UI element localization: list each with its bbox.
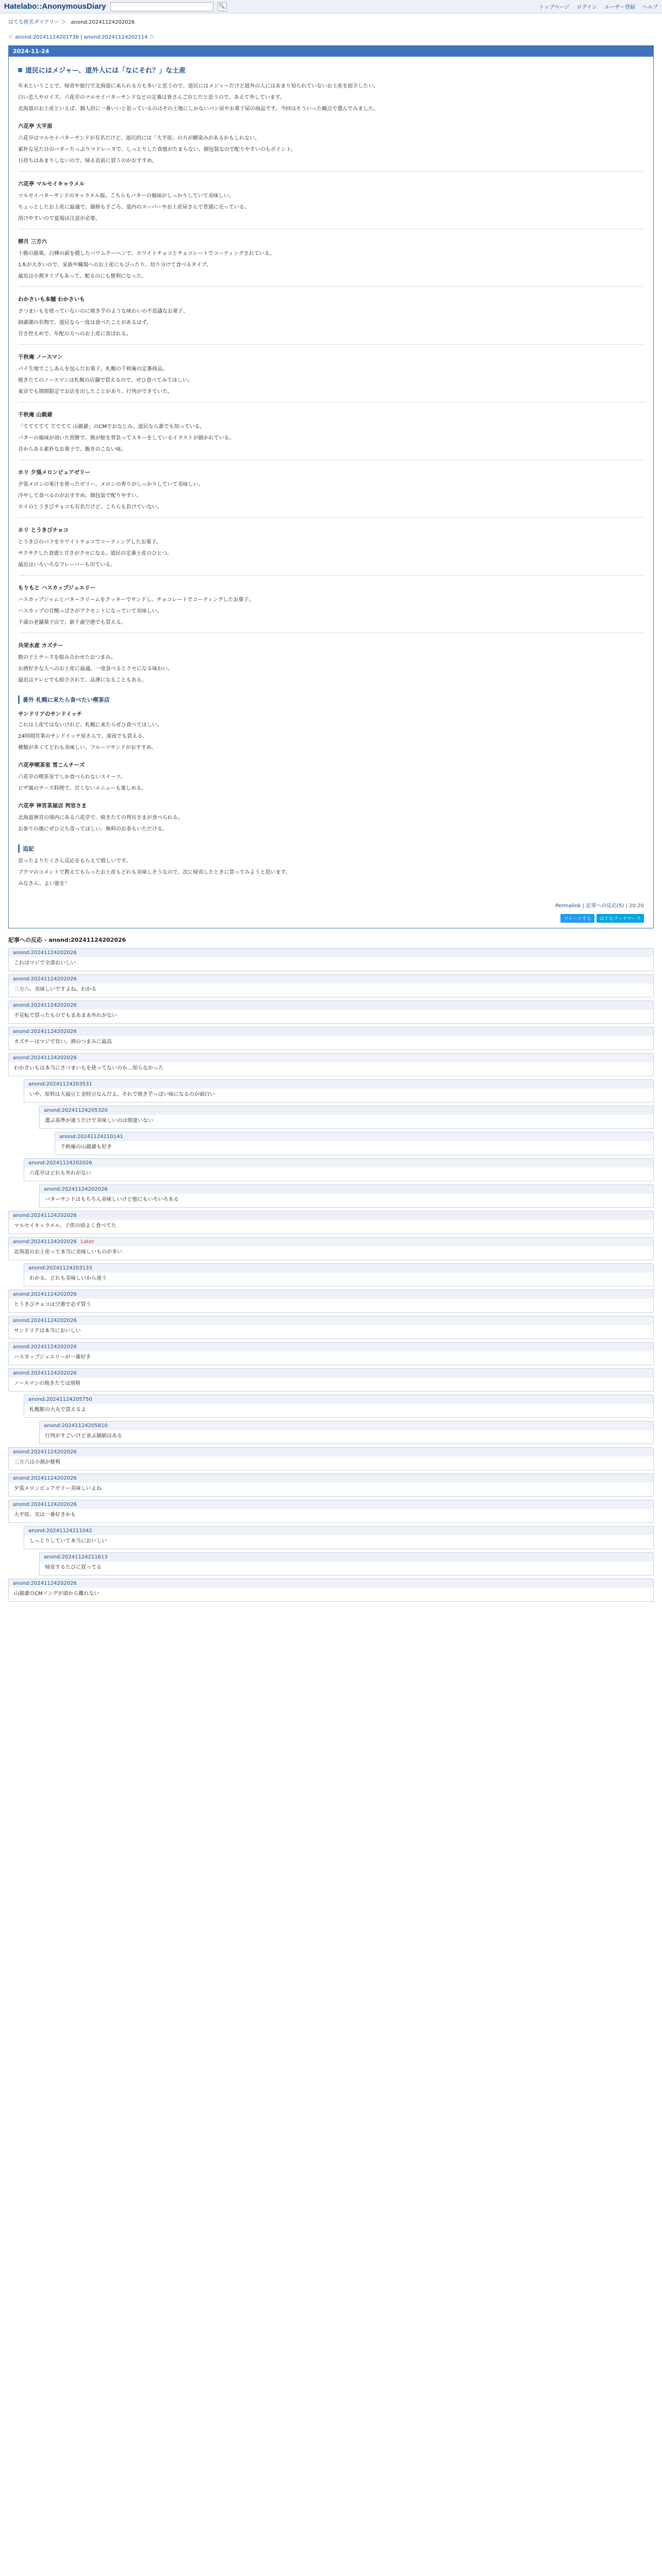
comment-body: 不見転で買ったものでもまあまあ外れがない [14,1013,117,1019]
shop-line: 東京でも期間限定でお店を出したことがあり、行列ができていた。 [18,389,173,395]
toplink-register[interactable]: ユーザー登録 [604,5,635,10]
shop-line: とうきびのパフをホワイトチョコでコーティングしたお菓子。 [18,539,162,545]
comment-id-link[interactable]: anond:20241124203133 [28,1265,92,1271]
intro-line: 年末ということで、帰省や旅行で北海道に来られる方も多いと思うので、道民にはメジャーだけど道外の人にはあまり知られていないお土産を紹介したい。 [18,83,379,89]
comment-body: わかる。どれも美味しいから迷う [29,1276,107,1281]
comment-item [8,1316,654,1339]
shop-section [18,238,644,281]
shop-line: ハスカップジャムとバタークリームをクッキーでサンドし、チョコレートでコーティングしたお菓子。 [18,597,254,603]
comment-later-badge: Later [80,1239,94,1245]
comment-body: いや、原料は大福豆と金時豆なんだよ。それで焼き芋っぽい味になるのが面白い [29,1092,215,1097]
comment-id-link[interactable]: anond:20241124202026 [44,1187,108,1192]
shop-line: 最近はいろいろなフレーバーも出ている。 [18,562,116,568]
comment-id-link[interactable]: anond:20241124205320 [44,1108,108,1113]
permalink-link[interactable]: Permalink [555,903,581,909]
comment-item [8,974,654,997]
comment-id-link[interactable]: anond:20241124202026 [13,976,77,982]
hatena-bookmark-button[interactable]: はてなブックマーク [597,914,644,923]
title-square-icon [18,68,22,72]
comment-header [24,1080,653,1089]
comment-item [24,1263,654,1286]
shop-line: 十勝の銘菓。白樺の薪を模したバウムクーヘンで、ホワイトチョコとチョコレートでコーティングされている。 [18,251,275,257]
comment-item [8,1473,654,1497]
article-nav [0,29,662,45]
comment-header [9,1290,653,1299]
comment-header [9,1238,653,1246]
comment-item [8,1211,654,1234]
shop-line: マルセイバターサンドのキャラメル版。こちらもバターの風味がしっかりしていて美味しい。 [18,193,234,199]
post-time: 20:20 [629,903,644,909]
top-bar [0,0,662,13]
comment-header [9,1579,653,1588]
comment-id-link[interactable]: anond:20241124202026 [13,1292,77,1297]
comment-id-link[interactable]: anond:20241124202026 [13,1344,77,1350]
comment-body: これはマジで全部おいしい [14,960,76,966]
comment-header [9,975,653,984]
comment-header [9,1343,653,1351]
shop-divider [18,517,644,518]
comment-item [24,1395,654,1418]
shop-line: ホリのとうきびチョコも有名だけど、こちらも負けていない。 [18,504,162,510]
comment-body: 三方六は小割が便利 [14,1460,60,1465]
shop-name: 千秋庵 ノースマン [18,354,63,360]
section-heading-drink: 番外 札幌に来たら食べたい喫茶店 [18,696,644,704]
comment-body: マルセイキャラメル、子供の頃よく食べてた [14,1223,117,1229]
shop-line: 最近はテレビでも紹介されて、品薄になることもある。 [18,677,147,683]
comment-item [8,1342,654,1365]
article-outro [18,857,644,889]
comment-body: 夕張メロンピュアゼリー美味しいよね [14,1486,102,1492]
shop-divider [18,344,644,345]
comment-body: わかさいもは本当にさつまいもを使ってないのか…知らなかった [14,1065,163,1071]
comment-header [24,1395,653,1404]
comment-id-link[interactable]: anond:20241124205750 [28,1397,92,1402]
comment-header [9,1054,653,1062]
shop-line: ちょっとしたお土産に最適で、価格も手ごろ。道内のスーパーやお土産屋さんで普通に売っている。 [18,205,250,210]
shop-section [18,353,644,397]
comment-body: ノースマンの焼きたては別格 [14,1381,80,1386]
drink-shop-line: お参りの後にぜひ立ち寄ってほしい。無料のお茶もいただける。 [18,826,168,832]
comment-item [8,1579,654,1602]
comment-item [8,1500,654,1523]
article-title[interactable]: 道民にはメジャー、道外人には「なにそれ？」な土産 [25,67,186,75]
shop-divider [18,286,644,287]
toplink-top[interactable]: トップページ [539,5,570,10]
comment-item [8,1368,654,1392]
drink-shop-list [18,761,644,834]
toplink-help[interactable]: ヘルプ [642,5,658,10]
comment-item [8,1447,654,1470]
tweet-button[interactable]: ツイートする [560,914,594,923]
drink-shop-section [18,761,644,793]
article [8,45,654,928]
drink-shop-line: ピザ風のチーズ料理で、甘くないメニューも楽しめる。 [18,786,147,791]
search-input[interactable] [110,2,213,11]
comment-id-link[interactable]: anond:20241124202026 [13,1213,77,1218]
drink-line: これは土産ではないけれど、札幌に来たらぜひ食べてほしい。 [18,722,162,728]
shop-name: 共栄水産 カズチー [18,642,63,649]
comment-body: 行列がすごいけど並ぶ価値はある [45,1433,122,1439]
comment-header [24,1264,653,1273]
drink-intro-heading: サンドリアのサンドイッチ [18,711,82,717]
comment-header [9,1448,653,1456]
prev-article-link[interactable]: ＜ anond:20241124201738 [8,35,79,40]
breadcrumb-diary[interactable]: はてな匿名ダイアリー [8,20,60,25]
comment-body: とうきびチョコは空港で必ず買う [14,1302,91,1308]
comment-header [9,948,653,957]
shop-line: 日持ちはあまりしないので、帰る直前に買うのがおすすめ。 [18,158,157,164]
comment-item [39,1552,654,1575]
outro-line: 思ったよりたくさん反応をもらえて嬉しいです。 [18,858,131,864]
comment-id-link[interactable]: anond:20241124202026 [28,1160,92,1166]
comment-id-link[interactable]: anond:20241124202026 [13,1370,77,1376]
comment-header [55,1132,653,1141]
shop-section [18,641,644,685]
comment-body: 選ぶ基準が違うだけで美味しいのは間違いない [45,1118,153,1124]
comment-header [9,1500,653,1509]
article-title-row [18,65,644,75]
shop-name: もりもと ハスカップジュエリー [18,585,95,591]
article-body [9,57,653,898]
shop-section [18,468,644,512]
shop-line: 甘さ控えめで、年配の方へのお土産に喜ばれる。 [18,331,131,337]
article-date: 2024-11-24 [9,46,653,57]
shop-line: お酒好きな人へのお土産に最適。一度食べるとクセになる味わい。 [18,666,173,672]
shop-divider [18,171,644,172]
shop-section [18,526,644,570]
article-nav-separator: | [80,35,82,40]
comment-header [9,1316,653,1325]
shop-line: 1本が大きいので、家族や職場へのお土産にもぴったり。切り分けて食べるタイプ。 [18,262,211,268]
comment-item [8,1053,654,1076]
comment-item [39,1184,654,1208]
comment-item [55,1132,654,1155]
comment-list [8,948,654,1602]
shop-section [18,584,644,628]
comment-id-link[interactable]: anond:20241124202026 [13,1318,77,1324]
comment-item [8,1290,654,1313]
outro-line: ブクマのコメントで教えてもらったお土産もどれも美味しそうなので、次に帰省したときに買ってみようと思います。 [18,870,291,875]
comment-body: 六花亭はどれも外れがない [29,1171,91,1176]
comment-item [39,1106,654,1129]
comment-id-link[interactable]: anond:20241124202026 [13,1029,77,1035]
site-logo[interactable]: Hatelabo::AnonymousDiary [4,2,106,11]
comment-header [9,1211,653,1220]
shop-section [18,411,644,454]
comment-id-link[interactable]: anond:20241124202026 [13,1055,77,1061]
drink-line: 種類が多くてどれも美味しい。フルーツサンドがおすすめ。 [18,745,157,751]
share-buttons [9,914,653,928]
shop-line: 夕張メロンの果汁を使ったゼリー。メロンの香りがしっかりしていて美味しい。 [18,482,204,487]
shop-name: ホリ 夕張メロンピュアゼリー [18,469,91,476]
drink-shop-section [18,802,644,834]
comment-id-link[interactable]: anond:20241124202026 [13,1476,77,1481]
drink-line: 24時間営業のサンドイッチ屋さんで、深夜でも買える。 [18,734,148,739]
comment-id-link[interactable]: anond:20241124211613 [44,1554,108,1560]
comment-body: バターサンドはもちろん美味しいけど他にもいろいろある [45,1197,179,1202]
shop-line: 洞爺湖の名物で、道民なら一度は食べたことがあるはず。 [18,320,152,326]
comment-body: カズチーはマジで旨い。酒のつまみに最高 [14,1039,112,1045]
article-intro [18,82,644,114]
drink-shop-line: 北海道神宮の境内にある六花亭で、焼きたての判官さまが食べられる。 [18,815,183,821]
shop-line: 千歳の老舗菓子店で、新千歳空港でも買える。 [18,620,126,625]
shop-line: 「ててててて てててて 山親爺」のCMでおなじみ。道民なら誰でも知っている。 [18,424,205,430]
section-heading-outro: 追記 [18,844,644,853]
comment-header [40,1106,653,1115]
shop-name: 柳月 三方六 [18,239,47,245]
comment-body: 大平原、実は一番好きかも [14,1512,76,1518]
comment-item [24,1079,654,1103]
shop-line: 六花亭はマルセイバターサンドが有名だけど、道民的には「大平原」の方が馴染みがあるかもしれない。 [18,135,260,141]
comment-item [8,1027,654,1050]
comment-header [9,1474,653,1483]
comment-header [24,1159,653,1167]
breadcrumb-separator: ＞ [61,20,67,25]
comment-body: 千秋庵の山親爺も好き [60,1144,112,1150]
drink-intro [18,721,644,753]
comment-item [24,1526,654,1549]
shop-line: バターの風味が効いた煎餅で、熊が鮭を背負ってスキーをしているイラストが描かれている。 [18,435,235,441]
comment-header [40,1185,653,1194]
shop-section [18,122,644,166]
comment-header [40,1553,653,1562]
comment-item [39,1421,654,1444]
comment-item [24,1158,654,1181]
intro-line: 北海道のお土産といえば、個人的に一番いいと思っているのはその土地にしかないパン屋やお菓子屋の商品です。今回はそういった観点で選んでみました。 [18,106,379,112]
comment-id-link[interactable]: anond:20241124202026 [13,1239,77,1245]
shop-name: わかさいも本舗 わかさいも [18,296,85,302]
comment-body: 札幌駅の大丸で買えるよ [29,1407,86,1413]
shop-line: 最近は小割タイプもあって、配るのにも便利になった。 [18,274,147,279]
comment-id-link[interactable]: anond:20241124202026 [13,1003,77,1008]
shop-name: 六花亭 マルセイキャラメル [18,181,85,187]
comment-header [9,1001,653,1010]
shop-list [18,122,644,685]
comment-id-link[interactable]: anond:20241124202026 [13,1502,77,1507]
comment-header [9,1369,653,1378]
comment-header [24,1527,653,1535]
comment-body: サンドリアは本当においしい [14,1328,81,1334]
shop-line: 焼きたてのノースマンは札幌の店舗で買えるので、ぜひ食べてみてほしい。 [18,378,193,383]
shop-name: 六花亭 大平原 [18,123,53,129]
shop-name: 千秋庵 山親爺 [18,412,53,418]
shop-line: 冷やして食べるのがおすすめ。個包装で配りやすい。 [18,493,142,499]
shop-line: 昔からある素朴なお菓子で、飽きのこない味。 [18,447,126,452]
top-links [539,3,658,10]
toplink-login[interactable]: ログイン [576,5,597,10]
comment-id-link[interactable]: anond:20241124205810 [44,1423,108,1429]
comment-body: 三方六、美味しいですよね。わかる [14,987,96,992]
drink-shop-line: 六花亭の喫茶室でしか食べられないスイーツ。 [18,774,126,780]
shop-line: さつまいもを使っていないのに焼き芋のような味わいの不思議なお菓子。 [18,309,188,314]
shop-line: 溶けやすいので夏場は注意が必要。 [18,216,101,222]
comment-id-link[interactable]: anond:20241124202026 [13,1449,77,1455]
search-button[interactable]: 🔍 [218,2,227,11]
comment-id-link[interactable]: anond:20241124211042 [28,1528,92,1534]
comment-id-link[interactable]: anond:20241124202026 [13,950,77,956]
breadcrumb-current: anond:20241124202026 [71,20,135,25]
drink-shop-name: 六花亭 神宮茶屋店 判官さま [18,803,87,809]
shop-line: 素朴な見た目のバターたっぷりマドレーヌで、しっとりした食感がたまらない。個包装なので配りやすいのもポイント。 [18,147,296,152]
comment-body: 帰省するたびに買ってる [45,1565,102,1570]
comment-body: ハスカップジュエリーが一番好き [14,1354,91,1360]
footer-separator: | [582,903,585,909]
shop-name: ホリ とうきびチョコ [18,527,69,533]
footer-separator: | [625,903,627,909]
comment-id-link[interactable]: anond:20241124210141 [59,1134,123,1140]
comment-item [8,1237,654,1260]
shop-section [18,295,644,339]
comment-body: 北海道のお土産って本当に美味しいものが多い [14,1249,122,1255]
drink-shop-name: 六花亭喫茶室 雪こんチーズ [18,762,85,768]
shop-line: 数の子とチーズを組み合わせたおつまみ。 [18,655,116,660]
shop-line: ハスカップの甘酸っぱさがアクセントになっていて美味しい。 [18,608,162,614]
shop-line: サクサクした食感と甘さがクセになる。道民の定番土産のひとつ。 [18,551,172,556]
comments-heading: 記事への反応 - anond:20241124202026 [8,937,126,943]
comment-body: 山親爺のCMソングが頭から離れない [14,1591,100,1597]
comment-id-link[interactable]: anond:20241124203531 [28,1081,92,1087]
outro-line: みなさん、よい旅を！ [18,881,70,887]
shop-line: パイ生地でこしあんを包んだお菓子。札幌の千秋庵の定番商品。 [18,366,168,372]
comment-header [40,1421,653,1430]
intro-line: 白い恋人やロイズ、六花亭のマルセイバターサンドなどの定番は皆さんご存じだと思うので、あえて外しています。 [18,95,285,100]
comment-body: しっとりしていて本当においしい [29,1538,107,1544]
article-footer [9,898,653,914]
breadcrumb [0,13,662,29]
comment-item [8,948,654,971]
comment-header [9,1027,653,1036]
comment-id-link[interactable]: anond:20241124202026 [13,1581,77,1586]
shop-section [18,180,644,224]
comment-item [8,1001,654,1024]
next-article-link[interactable]: anond:20241124202114 ＞ [84,35,155,40]
bookmark-count-link[interactable]: 記事への反応(5) [586,903,624,909]
